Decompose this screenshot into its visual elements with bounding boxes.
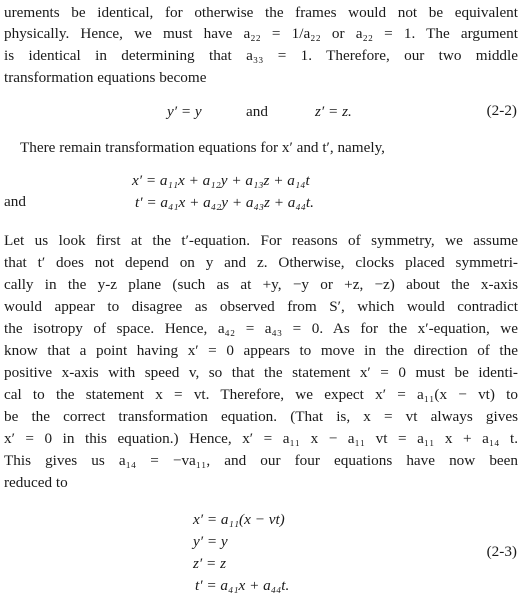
eq-2-2-connector: and: [246, 103, 268, 120]
eq-2-2-left: y′ = y: [167, 103, 202, 120]
para3-line-3: cally in the y-z plane (such as at +y, −y or +z, −z) about the x-axis: [4, 276, 518, 293]
eq-block1-line-2: t′ = a₄₁x + a₄₂y + a₄₃z + a₄₄t.: [135, 194, 314, 211]
eq-2-3-line-1: x′ = a₁₁(x − vt): [193, 511, 285, 528]
eq-block1-connector: and: [4, 193, 26, 210]
para2-text: There remain transformation equations for x′ and t′, namely,: [20, 139, 385, 156]
eq-2-2-right: z′ = z.: [315, 103, 352, 120]
para3-line-7: positive x-axis with speed v, so that the statement x′ = 0 must be identi-: [4, 364, 518, 381]
para3-line-1: Let us look first at the t′-equation. For reasons of symmetry, we assume: [4, 232, 518, 249]
para3-line-6: know that a point having x′ = 0 appears to move in the direction of the: [4, 342, 518, 359]
para3-line-2: that t′ does not depend on y and z. Otherwise, clocks placed symmetri-: [4, 254, 518, 271]
eq-block1-line-1: x′ = a₁₁x + a₁₂y + a₁₃z + a₁₄t: [132, 172, 310, 189]
eq-2-3-line-3: z′ = z: [193, 555, 226, 572]
para3-line-5: the isotropy of space. Hence, a₄₂ = a₄₃ = 0. As for the x′-equation, we: [4, 320, 518, 337]
eq-2-3-line-2: y′ = y: [193, 533, 228, 550]
para3-line-4: would appear to disagree as observed from S′, which would contradict: [4, 298, 518, 315]
para1-line-4: transformation equations become: [4, 69, 207, 86]
para3-line-12: reduced to: [4, 474, 68, 491]
para1-line-1: urements be identical, for otherwise the frames would not be equivalent: [4, 4, 518, 21]
eq-2-2-number: (2-2): [486, 102, 517, 119]
para1-line-2: physically. Hence, we must have a₂₂ = 1/a₂₂ or a₂₂ = 1. The argument: [4, 25, 518, 42]
para3-line-11: This gives us a₁₄ = −va₁₁, and our four equations have now been: [4, 452, 518, 469]
para3-line-10: x′ = 0 in this equation.) Hence, x′ = a₁₁ x − a₁₁ vt = a₁₁ x + a₁₄ t.: [4, 430, 518, 447]
eq-2-3-line-4: t′ = a₄₁x + a₄₄t.: [195, 577, 290, 594]
eq-2-3-number: (2-3): [486, 543, 517, 560]
para1-line-3: is identical in determining that a₃₃ = 1. Therefore, our two middle: [4, 47, 518, 64]
para3-line-8: cal to the statement x = vt. Therefore, we expect x′ = a₁₁(x − vt) to: [4, 386, 518, 403]
para3-line-9: be the correct transformation equation. (That is, x = vt always gives: [4, 408, 518, 425]
